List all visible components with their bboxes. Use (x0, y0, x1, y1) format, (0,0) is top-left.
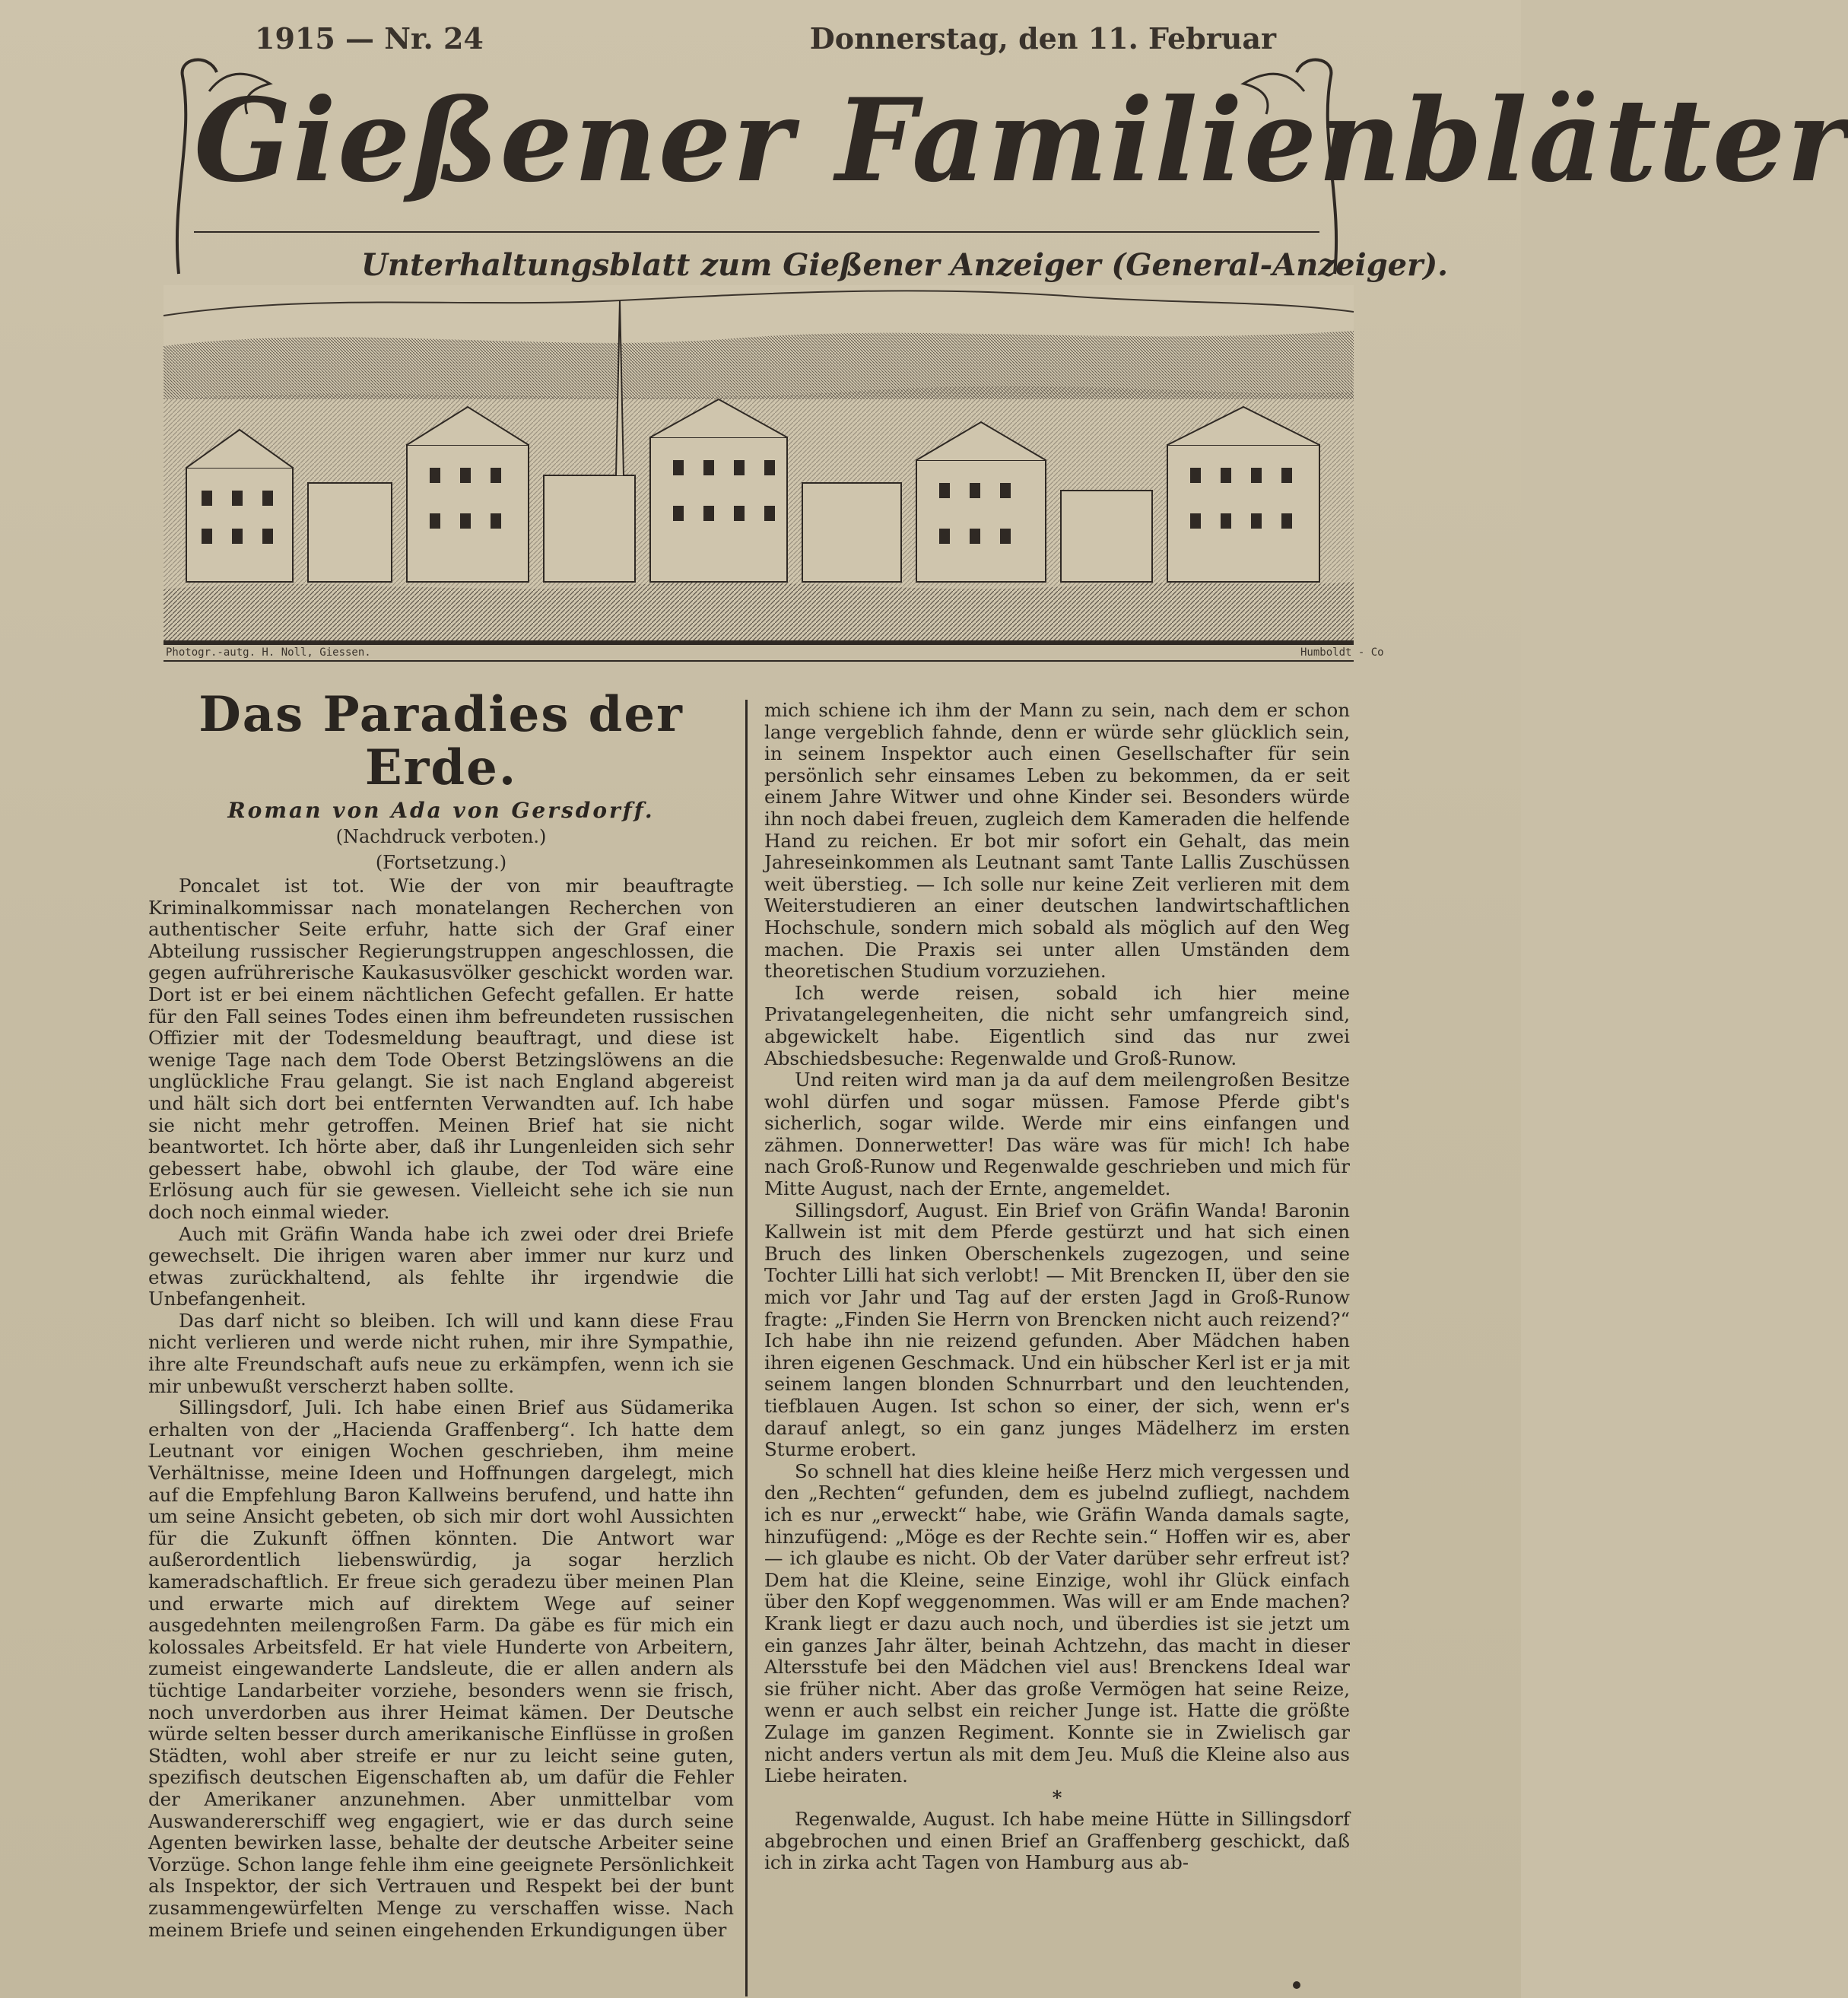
paragraph: mich schiene ich ihm der Mann zu sein, nach dem er schon lange vergeblich fahnde, denn er würde sehr glücklich sein, in seinem Inspektor auch einen Gesellschafter für sein persönlich sehr einsames Leben zu bekommen, da er seit einem Jahre Witwer und ohne Kinder sei. Besonders würde ihn noch dabei freuen, zugleich dem Kameraden die helfende Hand zu reichen. Er bot mir sofort ein Gehalt, das mein Jahreseinkommen als Leutnant samt Tante Lallis Zuschüssen weit überstieg. — Ich solle nur keine Zeit verlieren mit dem Weiterstudieren an einer deutschen landwirtschaftlichen Hochschule, sondern mich sobald als möglich auf den Weg machen. Die Praxis sei unter allen Umständen dem theoretischen Studium vorzuziehen. (764, 699, 1350, 983)
photo-credit: Photogr.-autg. H. Noll, Giessen. (166, 646, 371, 659)
masthead-subtitle: Unterhaltungsblatt zum Gießener Anzeiger (General-Anzeiger). (361, 247, 1449, 283)
article-title: Das Paradies der Erde. (198, 686, 684, 796)
reprint-notice: (Nachdruck verboten.) (335, 826, 547, 847)
section-separator: * (1052, 1786, 1062, 1809)
issue-number: 1915 — Nr. 24 (255, 21, 484, 56)
masthead-rule (164, 640, 1354, 645)
paragraph: Ich werde reisen, sobald ich hier meine Privatangelegenheiten, die nicht sehr umfangreich sind, abgewickelt habe. Eigentlich sind das nur zwei Abschiedsbesuche: Regenwalde und Groß-Runow. (764, 981, 1350, 1069)
paragraph: Sillingsdorf, Juli. Ich habe einen Brief aus Südamerika erhalten von der „Hacienda Graffenberg“. Ich hatte dem Leutnant vor einigen Wochen geschrieben, ihm meine Verhältnisse, meine Ideen und Hoffnungen dargelegt, mich auf die Empfehlung Baron Kallweins berufend, und hatte ihn um seine Ansicht gebeten, ob sich mir dort wohl Aussichten für die Zukunft öffnen könnten. Die Antwort war außerordentlich liebenswürdig, ja sogar herzlich kameradschaftlich. Er freue sich geradezu über meinen Plan und erwarte mich auf direktem Wege auf seiner ausgedehnten meilengroßen Farm. Da gäbe es für mich ein kolossales Arbeitsfeld. Er hat viele Hunderte von Arbeitern, zumeist eingewanderte Landsleute, die er allen andern als tüchtige Landarbeiter vorziehe, besonders wenn sie frisch, noch unverdorben aus ihrer Heimat kämen. Der Deutsche würde selten besser durch amerikanische Einflüsse in großen Städten, wohl aber streife er nur zu leicht seine guten, spezifisch deutschen Eigenschaften ab, um dafür die Fehler der Amerikaner anzunehmen. Aber unmittelbar vom Auswandererschiff weg engagiert, wie er das durch seine Agenten bewirken lasse, behalte der deutsche Arbeiter seine Vorzüge. Schon lange fehle ihm eine geeignete Persönlichkeit als Inspektor, der sich Vertrauen und Respekt bei der bunt zusammengewürfelten Menge zu verschaffen wisse. Nach meinem Briefe und seinen eingehenden Erkundigungen über (148, 1396, 734, 1941)
city-panorama-illustration (164, 285, 1354, 643)
column-right (764, 700, 1350, 1874)
paragraph: Das darf nicht so bleiben. Ich will und kann diese Frau nicht verlieren und werde nicht ruhen, mir ihre Sympathie, ihre alte Freundschaft aufs neue zu erkämpfen, wenn ich sie mir unbewußt verscherzt haben sollte. (148, 1309, 734, 1397)
issue-date: Donnerstag, den 11. Februar (809, 21, 1276, 56)
paragraph: Auch mit Gräfin Wanda habe ich zwei oder drei Briefe gewechselt. Die ihrigen waren aber immer nur kurz und etwas zurückhaltend, als fehlte ihr irgendwie die Unbefangenheit. (148, 1222, 734, 1310)
masthead (164, 46, 1848, 289)
paragraph: Sillingsdorf, August. Ein Brief von Gräfin Wanda! Baronin Kallwein ist mit dem Pferde gestürzt und hat sich einen Bruch des linken Oberschenkels zugezogen, und seine Tochter Lilli hat sich verlobt! — Mit Brencken II, über den sie mich vor Jahr und Tag auf der ersten Jagd in Groß-Runow fragte: „Finden Sie Herrn von Brencken nicht auch reizend?“ Ich habe ihn nie reizend gefunden. Aber Mädchen haben ihren eigenen Geschmack. Und ein hübscher Kerl ist er ja mit seinem langen blonden Schnurrbart und den leuchtenden, tiefblauen Augen. Ist schon so einer, der sich, wenn er's darauf anlegt, so ein ganz junges Mädelherz im ersten Sturme erobert. (764, 1199, 1350, 1461)
masthead-title: Gießener Familienblätter (194, 74, 1848, 208)
paragraph: So schnell hat dies kleine heiße Herz mich vergessen und den „Rechten“ gefunden, dem es jubelnd zufliegt, nachdem ich es nur „erweckt“ habe, wie Gräfin Wanda damals sagte, hinzufügend: „Möge es der Rechte sein.“ Hoffen wir es, aber — ich glaube es nicht. Ob der Vater darüber sehr erfreut ist? Dem hat die Kleine, seine Einzige, wohl ihr Glück einfach über den Kopf weggenommen. Was will er am Ende machen? Krank liegt er dazu auch noch, und überdies ist sie jetzt um ein ganzes Jahr älter, beinah Achtzehn, das macht in dieser Altersstufe bei den Mädchen viel aus! Brenckens Ideal war sie früher nicht. Aber das große Vermögen hat seine Reize, wenn er auch selbst ein reicher Junge ist. Hatte die größte Zulage im ganzen Regiment. Konnte sie in Zwielisch gar nicht anders vertun als mit dem Jeu. Muß die Kleine also aus Liebe heiraten. (764, 1460, 1350, 1787)
column-divider (745, 700, 748, 1996)
continuation-note: (Fortsetzung.) (375, 852, 507, 873)
masthead-rule-thin (164, 660, 1354, 662)
ink-dot (1293, 1981, 1300, 1989)
paragraph: Regenwalde, August. Ich habe meine Hütte in Sillingsdorf abgebrochen und einen Brief an Graffenberg geschickt, daß ich in zirka acht Tagen von Hamburg aus ab- (764, 1808, 1350, 1874)
engraver-credit: Humboldt - Co (1300, 646, 1384, 659)
paragraph: Poncalet ist tot. Wie der von mir beauftragte Kriminalkommissar nach monatelangen Recherchen von authentischer Seite erfuhr, hatte sich der Graf einer Abteilung russischer Regierungstruppen angeschlossen, die gegen aufrührerische Kaukasusvölker geschickt worden war. Dort ist er bei einem nächtlichen Gefecht gefallen. Er hatte für den Fall seines Todes einen ihm befreundeten russischen Offizier mit der Todesmeldung beauftragt, und diese ist wenige Tage nach dem Tode Oberst Betzingslöwens an die unglückliche Frau gelangt. Sie ist nach England abgereist und hält sich dort bei entfernten Verwandten auf. Ich habe sie nicht mehr getroffen. Meinen Brief hat sie nicht beantwortet. Ich hörte aber, daß ihr Lungenleiden sich sehr gebessert habe, obwohl ich glaube, der Tod wäre eine Erlösung auch für sie gewesen. Vielleicht sehe ich sie nun doch noch einmal wieder. (148, 875, 734, 1223)
article-byline: Roman von Ada von Gersdorff. (227, 798, 655, 823)
paragraph: Und reiten wird man ja da auf dem meilengroßen Besitze wohl dürfen und sogar müssen. Famose Pferde gibt's sicherlich, sogar wilde. Werde mir eins einfangen und zähmen. Donnerwetter! Das wäre was für mich! Ich habe nach Groß-Runow und Regenwalde geschrieben und mich für Mitte August, nach der Ernte, angemeldet. (764, 1069, 1350, 1200)
column-left (148, 688, 734, 1941)
